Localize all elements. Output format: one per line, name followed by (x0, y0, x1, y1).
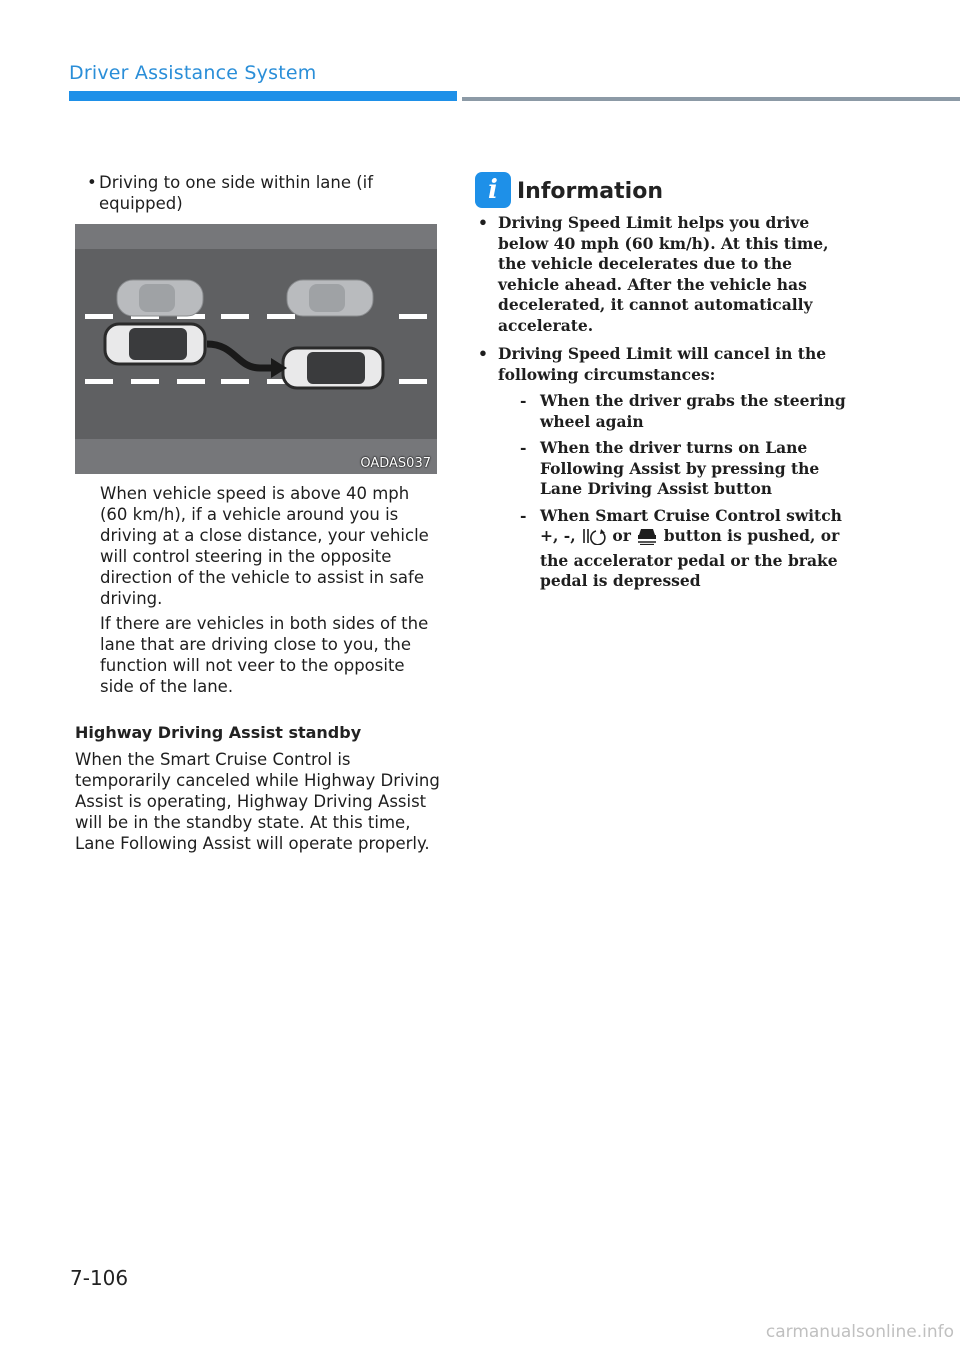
bullet-text: Driving to one side within lane (if equipped) (99, 173, 374, 213)
paragraph: When the Smart Cruise Control is temporarily canceled while Highway Driving Assist is operating, Highway Driving Assist will be in the standby state. At this time, Lane Following Assist will operate properly. (75, 750, 440, 853)
paragraph: When vehicle speed is above 40 mph (60 km/h), if a vehicle around you is driving at a close distance, your vehicle will control steering in the opposite direction of the vehicle to assist in safe driving. (100, 484, 429, 608)
sub-list-item-text: or (612, 526, 631, 545)
car-icon (283, 348, 383, 388)
info-icon: i (475, 172, 511, 208)
dash-icon: - (520, 391, 527, 410)
bullet-icon: • (478, 213, 488, 232)
list-item (476, 213, 846, 336)
car-icon (105, 324, 205, 364)
paragraph: If there are vehicles in both sides of the lane that are driving close to you, the function will not veer to the opposite side of the lane. (100, 614, 429, 696)
sub-list-item (498, 438, 846, 500)
sub-list-item (498, 391, 846, 432)
figure-label: OADAS037 (360, 456, 431, 471)
sub-list-item-text: When Smart Cruise Control switch +, -, (540, 505, 842, 545)
sub-list-item-text: button is pushed, or the accelerator pedal or the brake pedal is depressed (540, 526, 840, 590)
sub-list-item-text: When the driver grabs the steering wheel again (540, 391, 846, 431)
dash-icon: - (520, 505, 527, 525)
bullet-icon: • (478, 344, 488, 363)
road-diagram (75, 224, 437, 474)
list-item (476, 344, 846, 592)
car-icon (287, 280, 373, 316)
header-title: Driver Assistance System (69, 62, 317, 84)
sub-list-item-text: When the driver turns on Lane Following Assist by pressing the Lane Driving Assist button (540, 438, 820, 498)
dash-icon: - (520, 438, 527, 457)
header-accent-bar (69, 91, 457, 101)
header-divider-bar (462, 97, 960, 101)
sub-list-item (498, 506, 846, 592)
list-item-text: Driving Speed Limit helps you drive below 40 mph (60 km/h). At this time, the vehicle decelerates due to the vehicle ahead. After the vehicle has decelerated, it cannot automatically accelerate. (498, 213, 829, 335)
bullet-icon: • (87, 173, 97, 192)
page-number: 7-106 (70, 1266, 129, 1290)
info-list (476, 213, 846, 600)
lane-side-illustration (75, 224, 437, 474)
cruise-control-icon (636, 527, 658, 551)
section-heading: Highway Driving Assist standby (75, 723, 362, 742)
list-item (75, 172, 437, 214)
left-column (75, 172, 437, 214)
info-title: Information (517, 179, 663, 204)
car-icon (117, 280, 203, 316)
cancel-switch-icon (581, 527, 607, 551)
list-item-text: Driving Speed Limit will cancel in the following circumstances: (498, 344, 827, 384)
watermark: carmanualsonline.info (765, 1322, 954, 1342)
